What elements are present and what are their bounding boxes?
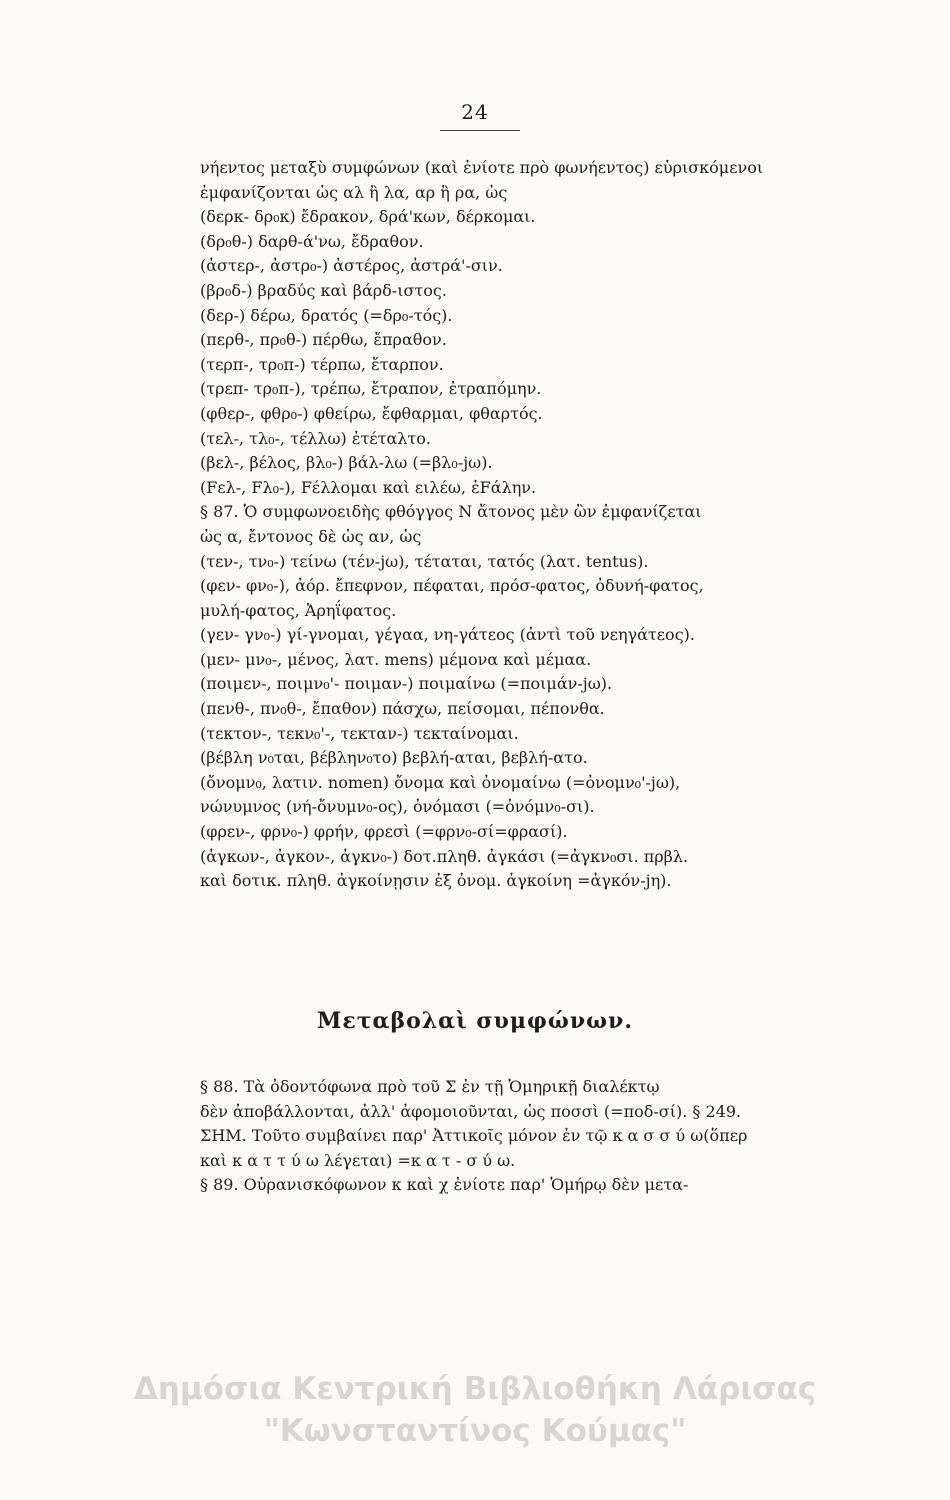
section-line: ΣΗΜ. Τοῦτο συμβαίνει παρ' Ἀττικοῖς μόνον ἐν τῷ κ α σ σ ύ ω(ὅπερ: [200, 1126, 748, 1146]
text-line: (βελ-, βέλος, βλ₀-) βάλ-λω (=βλ₀-jω).: [200, 453, 493, 473]
text-line: ὡς α, ἔντονος δὲ ὡς αν, ὡς: [200, 526, 422, 546]
text-line: (τεκτον-, τεκν₀'-, τεκταν-) τεκταίνομαι.: [200, 723, 519, 743]
watermark-line: Δημόσια Κεντρική Βιβλιοθήκη Λάρισας: [133, 1371, 817, 1407]
section-line: δὲν ἀποβάλλονται, ἀλλ' ἀφομοιοῦνται, ὡς ποσσὶ (=ποδ-σί). § 249.: [200, 1101, 742, 1121]
text-line: (φρεν-, φρν₀-) φρήν, φρεσὶ (=φρν₀-σί=φρασί).: [200, 822, 568, 842]
body-text: [200, 156, 848, 894]
header-rule: [440, 130, 520, 131]
text-line: νώνυμνος (νή-ὄνυμν₀-ος), ὀνόμασι (=ὀνόμν₀-σι).: [200, 797, 595, 817]
text-line: μυλή-φατος, Ἀρηΐφατος.: [200, 600, 397, 620]
section-text: [200, 1072, 848, 1195]
text-line: (φθερ-, φθρ₀-) φθείρω, ἔφθαρμαι, φθαρτός.: [200, 403, 543, 423]
section-line: § 88. Τὰ ὀδοντόφωνα πρὸ τοῦ Σ ἐν τῇ Ὁμηρικῇ διαλέκτῳ: [200, 1077, 660, 1096]
text-line: (πενθ-, πν₀θ-, ἔπαθον) πάσχω, πείσομαι, πέπονθα.: [200, 699, 605, 719]
text-line: (δερ-) δέρω, δρατός (=δρ₀-τός).: [200, 305, 453, 325]
section-heading: Μεταβολαὶ συμφώνων.: [317, 1008, 633, 1034]
text-line: (βρ₀δ-) βραδύς καὶ βάρδ-ιστος.: [200, 280, 447, 300]
text-line: (τεν-, τν₀-) τείνω (τέν-jω), τέταται, τατός (λατ. tentus).: [200, 551, 649, 571]
text-line: (ἀστερ-, ἀστρ₀-) ἀστέρος, ἀστρά'-σιν.: [200, 256, 503, 276]
text-line: (ἀγκων-, ἀγκον-, ἀγκν₀-) δοτ.πληθ. ἀγκάσι (=ἀγκν₀σι. πρβλ.: [200, 846, 689, 866]
text-line: (γεν- γν₀-) γί-γνομαι, γέγαα, νη-γάτεος (ἀντὶ τοῦ νεηγάτεος).: [200, 625, 695, 645]
watermark-line: "Κωνσταντίνος Κούμας": [263, 1413, 687, 1449]
text-line: (δερκ- δρ₀κ) ἔδρακον, δρά'κων, δέρκομαι.: [200, 207, 536, 227]
text-line: (ὄνομν₀, λατιν. nomen) ὄνομα καὶ ὀνομαίνω (=ὀνομν₀'-jω),: [200, 772, 681, 792]
text-line: (βέβλη ν₀ται, βέβλην₀το) βεβλή-αται, βεβλή-ατο.: [200, 748, 588, 768]
page-number: 24: [461, 100, 489, 124]
text-line: (Fελ-, Fλ₀-), Fέλλομαι καὶ ειλέω, ἐFάλην.: [200, 477, 537, 497]
text-line: (φεν- φν₀-), ἀόρ. ἔπεφνον, πέφαται, πρόσ-φατος, ὀδυνή-φατος,: [200, 576, 704, 596]
text-line: (τελ-, τλ₀-, τέλλω) ἐτέταλτο.: [200, 428, 431, 448]
text-line: ἐμφανίζονται ὡς αλ ἢ λα, αρ ἢ ρα, ὡς: [200, 182, 508, 202]
section-line: καὶ κ α τ τ ύ ω λέγεται) =κ α τ - σ ύ ω.: [200, 1150, 516, 1170]
library-watermark: [0, 1368, 950, 1452]
section-line: § 89. Οὐρανισκόφωνον κ καὶ χ ἐνίοτε παρ' Ὁμήρῳ δὲν μετα-: [200, 1175, 689, 1195]
text-line: (ποιμεν-, ποιμν₀'- ποιμαν-) ποιμαίνω (=ποιμάν-jω).: [200, 674, 613, 694]
text-line: (μεν- μν₀-, μένος, λατ. mens) μέμονα καὶ μέμαα.: [200, 649, 592, 669]
text-line: (τρεπ- τρ₀π-), τρέπω, ἔτραπον, ἐτραπόμην.: [200, 379, 542, 399]
text-line: καὶ δοτικ. πληθ. ἀγκοίνῃσιν ἐξ ὀνομ. ἀγκοίνη =ἀγκόν-jη).: [200, 871, 672, 891]
text-line: § 87. Ὁ συμφωνοειδὴς φθόγγος Ν ἄτονος μὲν ὢν ἐμφανίζεται: [200, 502, 702, 522]
text-line: (περθ-, πρ₀θ-) πέρθω, ἔπραθον.: [200, 330, 447, 350]
text-line: νήεντος μεταξὺ συμφώνων (καὶ ἐνίοτε πρὸ φωνήεντος) εὑρισκόμενοι: [200, 158, 764, 177]
text-line: (τερπ-, τρ₀π-) τέρπω, ἔταρπον.: [200, 354, 444, 374]
text-line: (δρ₀θ-) δαρθ-ά'νω, ἔδραθον.: [200, 231, 424, 251]
